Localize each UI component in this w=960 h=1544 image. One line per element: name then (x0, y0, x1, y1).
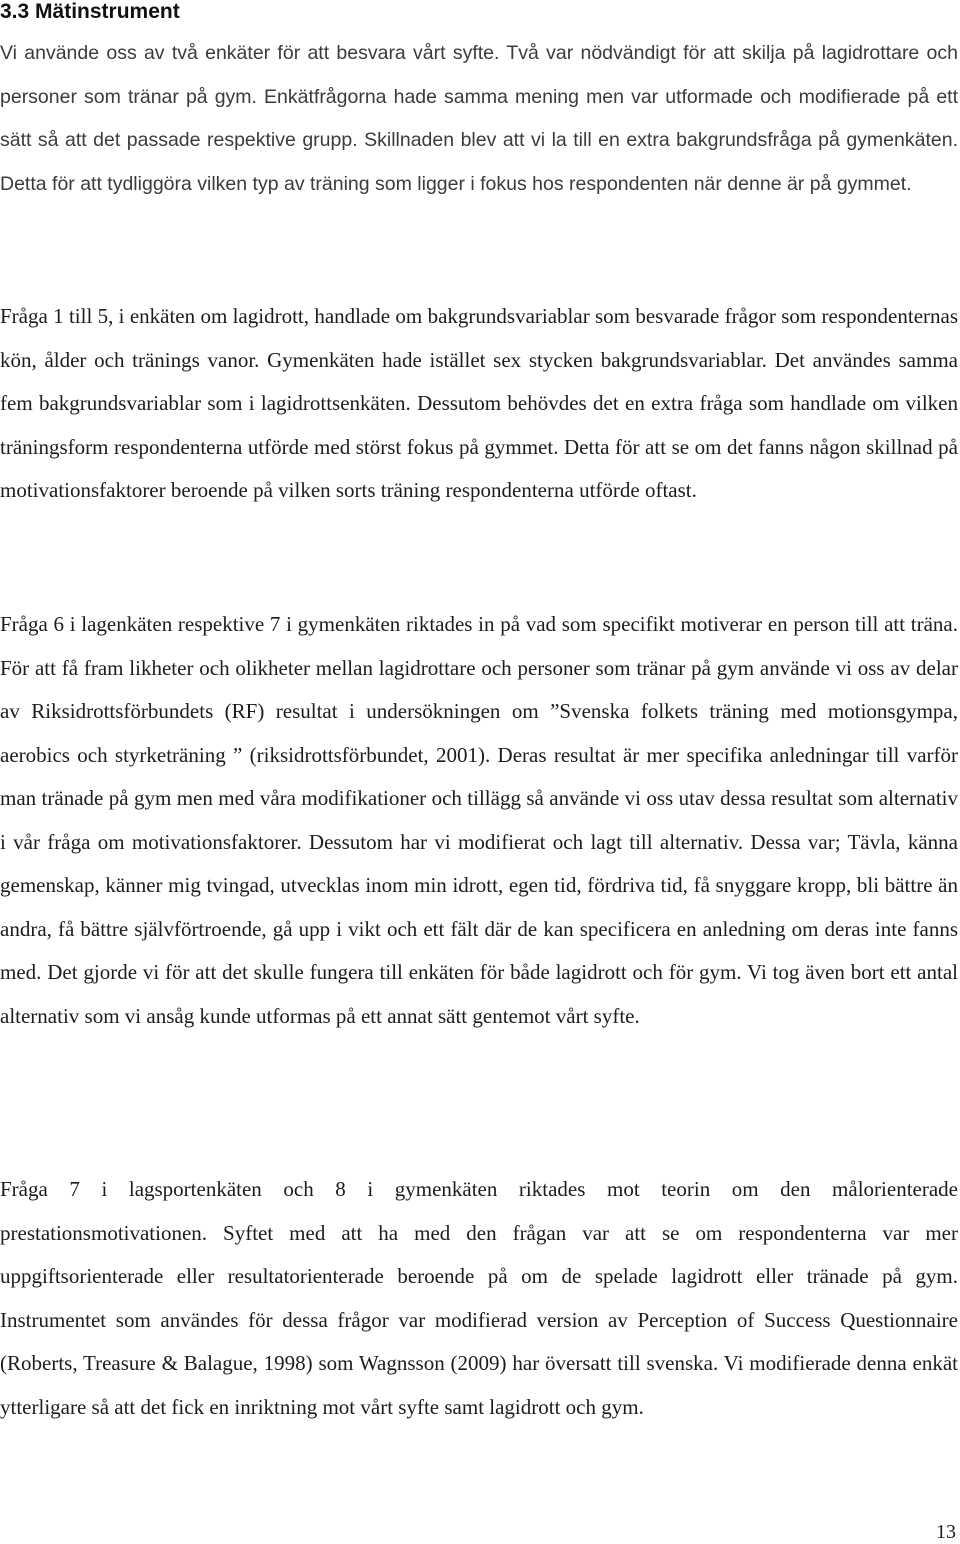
paragraph-survey-instruments: Vi använde oss av två enkäter för att besvara vårt syfte. Två var nödvändigt för att skilja på lagidrottare och personer som tränar på gym. Enkätfrågorna hade samma mening men var utformade och modifierade på ett sätt så att det passade respektive grupp. Skillnaden blev att vi la till en extra bakgrundsfråga på gymenkäten. Detta för att tydliggöra vilken typ av träning som ligger i fokus hos respondenten när denne är på gymmet. (0, 42, 958, 195)
page-number: 13 (936, 1521, 956, 1543)
section-heading: 3.3 Mätinstrument (0, 0, 180, 23)
paragraph-goal-orientation: Fråga 7 i lagsportenkäten och 8 i gymenkäten riktades mot teorin om den målorienterade prestationsmotivationen. Syftet med att ha med den frågan var att se om respondenterna var mer uppgiftsorienterade eller resultatorienterade beroende på om de spelade lagidrott eller tränade på gym. Instrumentet som användes för dessa frågor var modifierad version av Perception of Success Questionnaire (Roberts, Treasure & Balague, 1998) som Wagnsson (2009) har översatt till svenska. Vi modifierade denna enkät ytterligare så att det fick en inriktning mot vårt syfte samt lagidrott och gym. (0, 1177, 958, 1419)
paragraph-motivation-factors: Fråga 6 i lagenkäten respektive 7 i gymenkäten riktades in på vad som specifikt motiverar en person till att träna. För att få fram likheter och olikheter mellan lagidrottare och personer som tränar på gym använde vi oss av delar av Riksidrottsförbundets (RF) resultat i undersökningen om ”Svenska folkets träning med motionsgympa, aerobics och styrketräning ” (riksidrottsförbundet, 2001). Deras resultat är mer specifika anledningar till varför man tränade på gym men med våra modifikationer och tillägg så använde vi oss utav dessa resultat som alternativ i vår fråga om motivationsfaktorer. Dessutom har vi modifierat och lagt till alternativ. Dessa var; Tävla, känna gemenskap, känner mig tvingad, utvecklas inom min idrott, egen tid, fördriva tid, få snyggare kropp, bli bättre än andra, få bättre självförtroende, gå upp i vikt och ett fält där de kan specificera en anledning om deras inte fanns med. Det gjorde vi för att det skulle fungera till enkäten för både lagidrott och för gym. Vi tog även bort ett antal alternativ som vi ansåg kunde utformas på ett annat sätt gentemot vårt syfte. (0, 612, 958, 1028)
paragraph-background-variables: Fråga 1 till 5, i enkäten om lagidrott, handlade om bakgrundsvariablar som besvarade frågor som respondenternas kön, ålder och tränings vanor. Gymenkäten hade istället sex stycken bakgrundsvariablar. Det användes samma fem bakgrundsvariablar som i lagidrottsenkäten. Dessutom behövdes det en extra fråga som handlade om vilken träningsform respondenterna utförde med störst fokus på gymmet. Detta för att se om det fanns någon skillnad på motivationsfaktorer beroende på vilken sorts träning respondenterna utförde oftast. (0, 304, 958, 502)
